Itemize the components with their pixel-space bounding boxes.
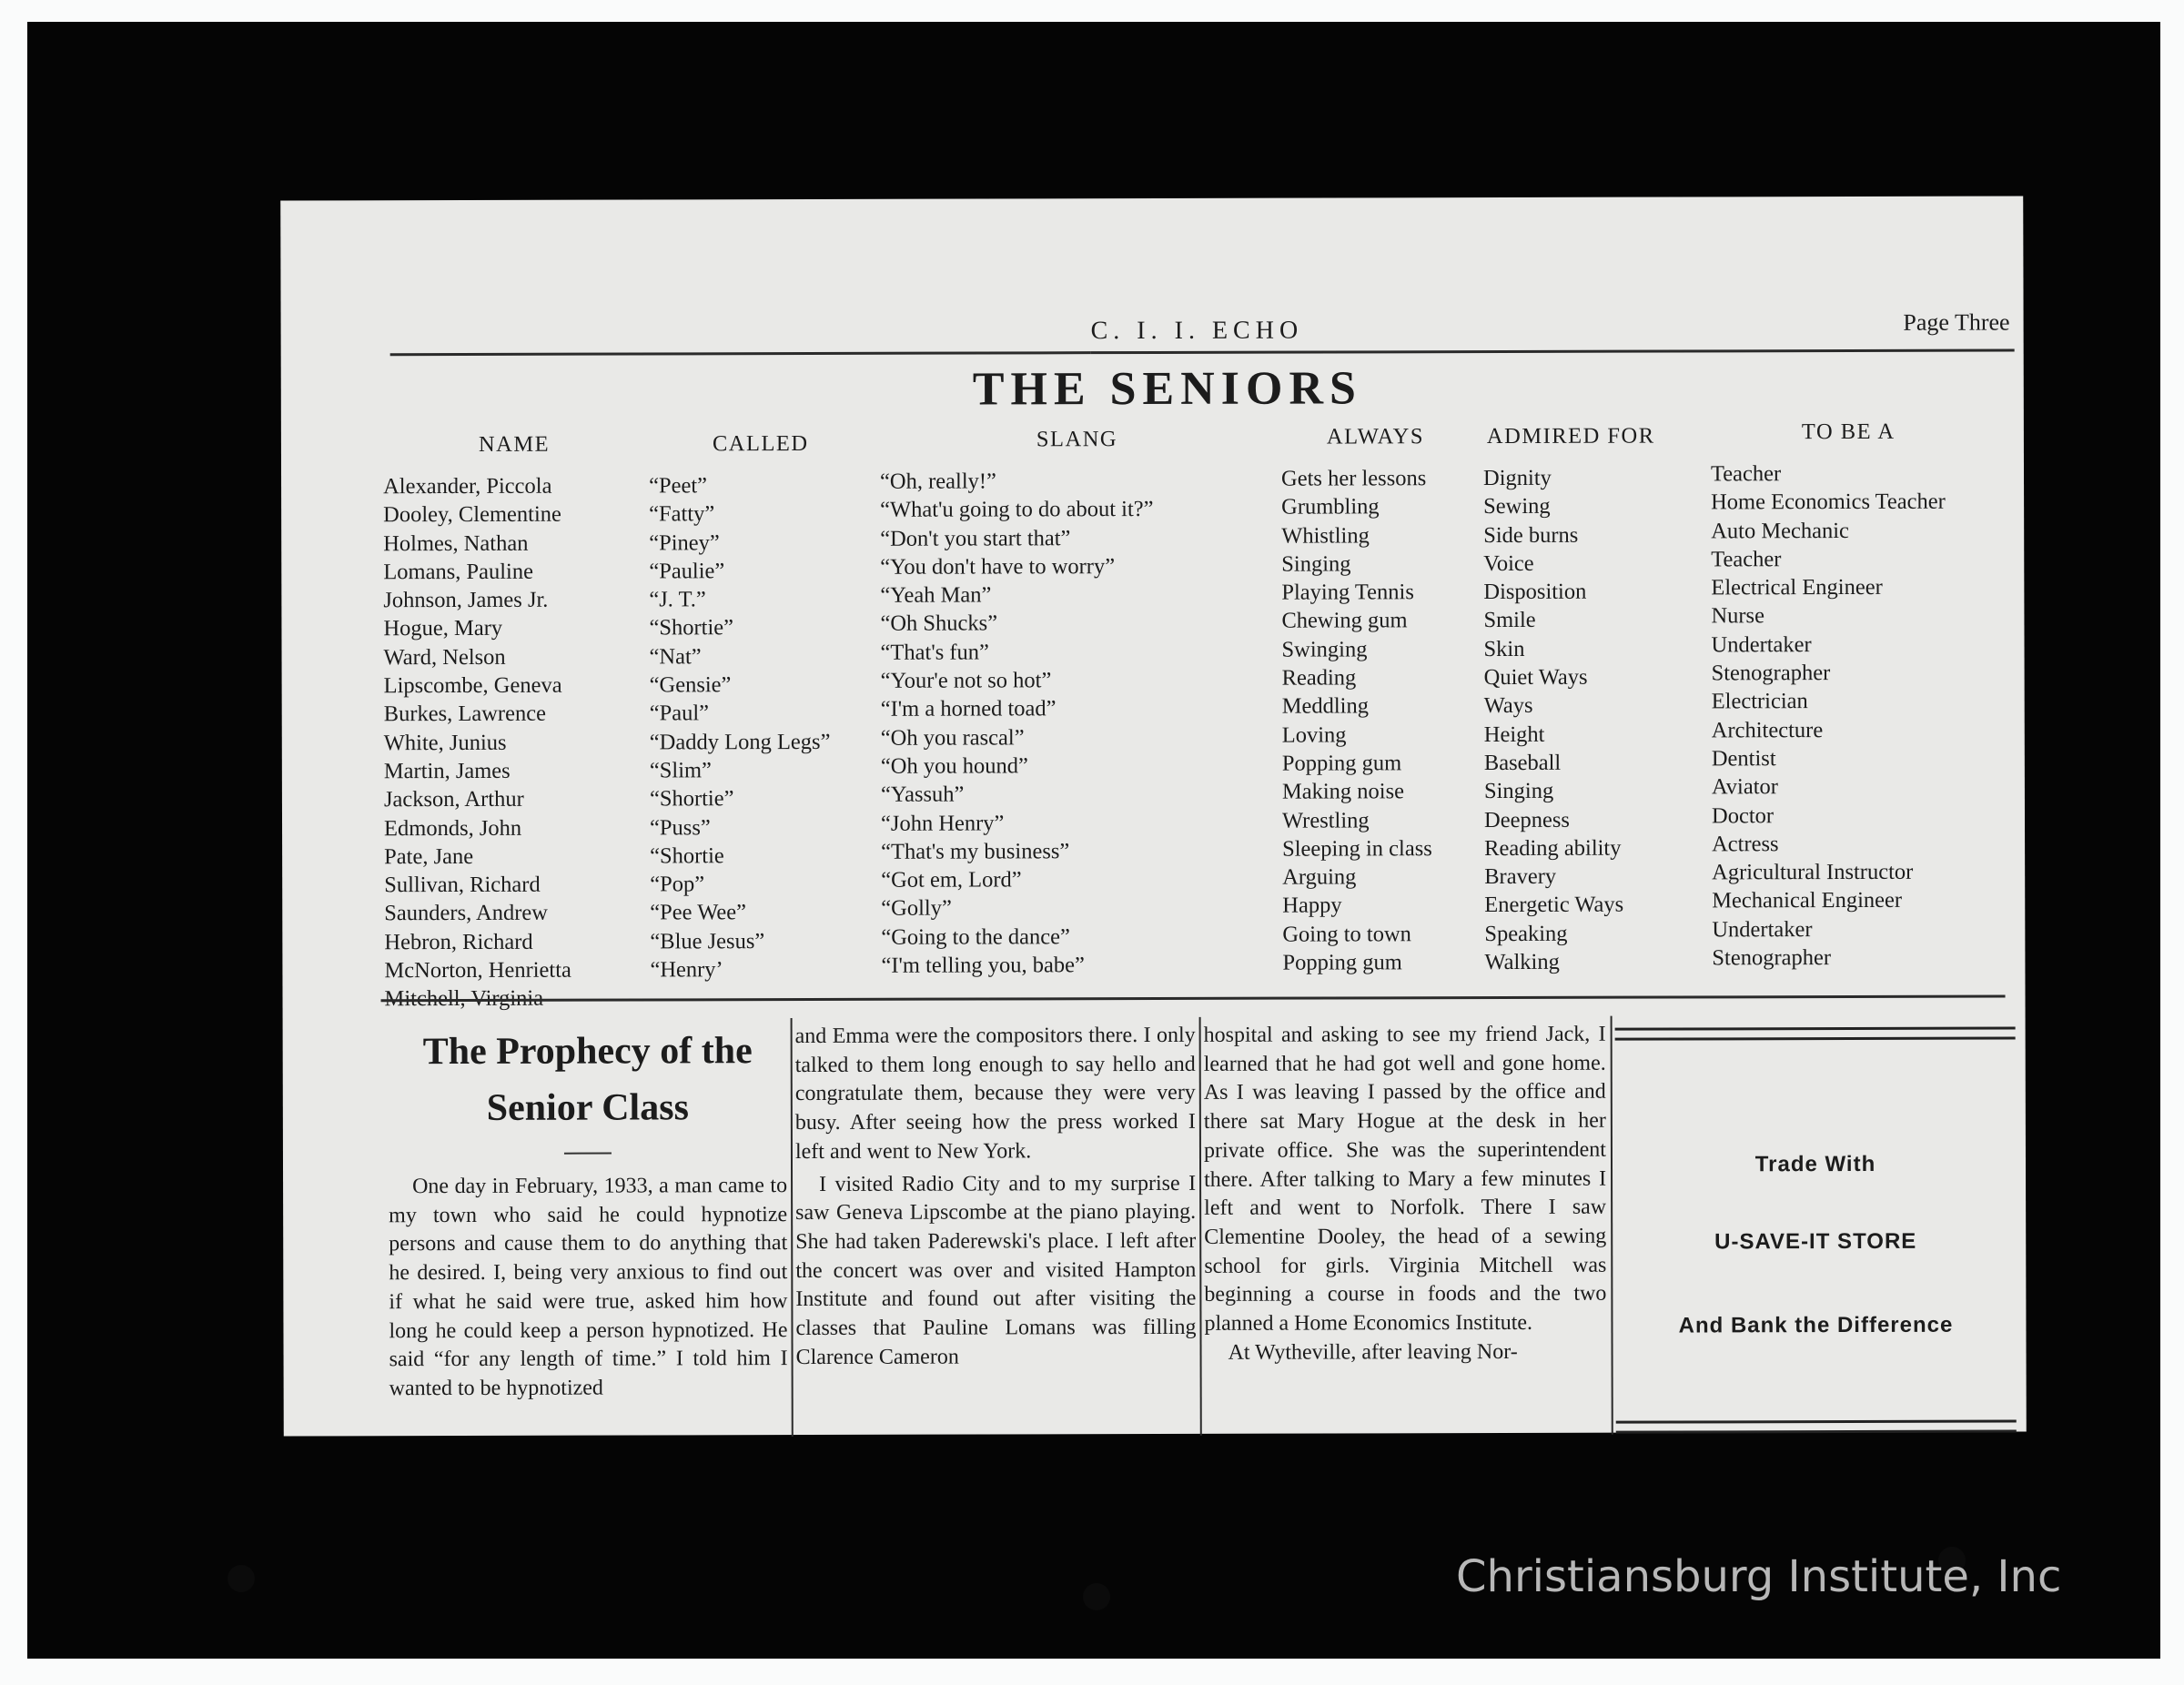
table-cell: Energetic Ways	[1484, 893, 1624, 918]
column-header: NAME	[478, 431, 551, 457]
table-cell: Walking	[1484, 949, 1560, 975]
table-cell: Saunders, Andrew	[384, 901, 548, 926]
table-cell: “Don't you start that”	[880, 525, 1071, 551]
table-cell: Stenographer	[1711, 661, 1831, 686]
table-cell: Stenographer	[1712, 945, 1832, 971]
table-cell: Voice	[1483, 550, 1534, 576]
table-cell: Sewing	[1483, 494, 1551, 520]
ad-store-name: U-SAVE-IT STORE	[1714, 1228, 1917, 1255]
table-cell: Meddling	[1281, 693, 1370, 720]
table-cell: White, Junius	[383, 730, 507, 755]
column-called	[649, 431, 831, 984]
table-cell: “Pee Wee”	[650, 900, 747, 925]
store-advertisement	[1615, 1020, 2017, 1439]
table-cell: Singing	[1281, 551, 1351, 577]
table-cell: Making noise	[1281, 779, 1405, 804]
table-cell: Baseball	[1483, 750, 1562, 776]
table-cell: “Henry’	[650, 957, 723, 983]
table-cell: Singing	[1483, 779, 1554, 804]
table-cell: Loving	[1281, 722, 1347, 748]
table-cell: “J. T.”	[649, 587, 706, 612]
table-cell: Martin, James	[383, 758, 511, 784]
ad-rule-top	[1615, 1027, 2016, 1041]
table-cell: “Gensie”	[649, 672, 732, 698]
table-cell: Dignity	[1482, 465, 1552, 491]
table-cell: Electrician	[1711, 689, 1808, 714]
article-paragraph: and Emma were the compositors there. I only talked to them long enough to say hello and congratulate them, because they were very busy. After seeing how the press worked I left and went to New York.	[794, 1023, 1196, 1164]
table-cell: Sullivan, Richard	[384, 872, 541, 898]
section-rule	[381, 995, 2006, 1003]
binder-hole	[228, 1565, 255, 1592]
table-cell: Johnson, James Jr.	[383, 587, 549, 613]
table-cell: “Going to the dance”	[881, 923, 1070, 950]
table-cell: Teacher	[1711, 547, 1782, 572]
column-header: ADMIRED FOR	[1486, 423, 1655, 449]
table-cell: Deepness	[1483, 807, 1570, 832]
table-cell: Height	[1483, 721, 1545, 747]
table-cell: “Paul”	[649, 701, 710, 726]
table-cell: Holmes, Nathan	[383, 530, 529, 556]
column-header: CALLED	[712, 430, 809, 457]
table-cell: Edmonds, John	[383, 815, 522, 841]
table-cell: “Oh, really!”	[880, 469, 996, 494]
column-header: ALWAYS	[1326, 424, 1424, 449]
masthead-rule	[1091, 349, 2015, 355]
column-to-be-a	[1710, 419, 1946, 973]
table-cell: Pate, Jane	[384, 843, 474, 870]
ad-rule-bottom	[1616, 1420, 2017, 1434]
table-cell: “John Henry”	[880, 810, 1005, 836]
table-cell: Playing Tennis	[1281, 580, 1414, 605]
table-cell: Popping gum	[1282, 950, 1402, 975]
seniors-table	[383, 419, 2021, 1012]
table-cell: Dentist	[1711, 746, 1776, 772]
table-cell: Bravery	[1484, 863, 1557, 890]
table-cell: Happy	[1282, 893, 1342, 919]
table-cell: Quiet Ways	[1483, 664, 1588, 691]
table-cell: “That's my business”	[881, 839, 1070, 864]
column-separator	[791, 1018, 794, 1437]
table-cell: “Paulie”	[649, 559, 725, 584]
table-cell: Lomans, Pauline	[383, 559, 534, 585]
table-cell: Mechanical Engineer	[1712, 888, 1903, 913]
page-number: Page Three	[1903, 308, 2010, 336]
column-slang	[880, 427, 1155, 980]
column-name	[383, 432, 571, 1014]
table-cell: Whistling	[1281, 522, 1370, 549]
table-cell: “I'm a horned toad”	[880, 696, 1057, 722]
table-cell: “Daddy Long Legs”	[649, 729, 831, 755]
table-cell: “You don't have to worry”	[880, 554, 1116, 580]
table-cell: “Shortie”	[649, 786, 734, 812]
table-cell: “Shortie	[650, 843, 724, 869]
table-cell: Alexander, Piccola	[383, 473, 552, 499]
column-separator	[1199, 1017, 1202, 1436]
table-cell: Hogue, Mary	[383, 616, 503, 641]
prophecy-column-2	[795, 1022, 1197, 1373]
seniors-headline: THE SENIORS	[972, 362, 1362, 416]
article-paragraph: At Wytheville, after leaving Nor-	[1228, 1339, 1518, 1365]
table-cell: Actress	[1712, 832, 1779, 857]
table-cell: Chewing gum	[1281, 608, 1408, 634]
table-cell: Nurse	[1711, 603, 1764, 629]
table-cell: Grumbling	[1281, 494, 1380, 520]
prophecy-column-1	[389, 1023, 788, 1404]
table-cell: Undertaker	[1712, 916, 1813, 943]
newspaper-page	[280, 196, 2027, 1436]
table-cell: Auto Mechanic	[1711, 518, 1849, 543]
masthead	[390, 308, 2015, 356]
article-paragraph: One day in February, 1933, a man came to my town who said he could hypnotize persons and cause them to do anything that he desired. I, being very anxious to find out if what he said were true, asked him how long he could keep a person hypnotized. He said “for any length of time.” I told him I wanted to be hypnotized	[389, 1174, 788, 1401]
prophecy-column-3	[1204, 1021, 1607, 1368]
table-cell: “Fatty”	[649, 501, 715, 527]
table-cell: Hebron, Richard	[384, 929, 533, 954]
title-dash	[564, 1153, 612, 1155]
table-cell: Reading ability	[1484, 835, 1622, 861]
table-cell: Popping gum	[1281, 751, 1402, 776]
table-cell: Jackson, Arthur	[383, 787, 524, 812]
table-cell: “Your'e not so hot”	[880, 668, 1052, 693]
table-cell: “I'm telling you, babe”	[881, 953, 1085, 978]
masthead-rule	[390, 351, 1091, 356]
table-cell: Lipscombe, Geneva	[383, 672, 562, 699]
table-cell: “Peet”	[649, 473, 708, 499]
table-cell: Reading	[1281, 665, 1357, 691]
table-cell: Disposition	[1483, 579, 1587, 605]
table-cell: “Slim”	[649, 758, 712, 783]
table-cell: Doctor	[1711, 802, 1774, 828]
table-cell: Speaking	[1484, 921, 1568, 946]
column-admired-for	[1482, 423, 1656, 977]
column-header: SLANG	[1036, 427, 1118, 452]
table-cell: “Oh you rascal”	[880, 725, 1025, 751]
table-cell: McNorton, Henrietta	[384, 957, 571, 984]
table-cell: “Golly”	[881, 896, 952, 922]
table-cell: Going to town	[1282, 922, 1411, 947]
table-cell: Gets her lessons	[1280, 466, 1427, 491]
ad-line: Trade With	[1754, 1151, 1876, 1177]
table-cell: “Pop”	[650, 872, 705, 897]
table-cell: Ward, Nelson	[383, 644, 506, 670]
table-cell: “Oh you hound”	[880, 753, 1028, 779]
table-cell: Home Economics Teacher	[1711, 489, 1946, 515]
table-cell: Wrestling	[1281, 807, 1370, 833]
table-cell: Aviator	[1711, 774, 1778, 800]
table-cell: “Oh Shucks”	[880, 610, 998, 637]
table-cell: “Yassuh”	[880, 782, 965, 808]
article-paragraph: hospital and asking to see my friend Jack, I learned that he had got well and gone home. As I was leaving I passed by the office and there sat Mary Hogue at the desk in her private office. She was the superintendent there. After talking to Mary a few minutes I left and went to Norfolk. There I saw Clementine Dooley, the head of a sewing school for girls. Virginia Mitchell was beginning a course in foods and the two planned a Home Economics Institute.	[1203, 1022, 1607, 1336]
table-cell: “Blue Jesus”	[650, 928, 765, 954]
prophecy-title: The Prophecy of the Senior Class	[422, 1030, 753, 1129]
table-cell: “Puss”	[649, 814, 711, 841]
table-cell: Burkes, Lawrence	[383, 701, 546, 727]
table-cell: “Got em, Lord”	[881, 867, 1022, 893]
table-cell: “Shortie”	[649, 615, 734, 641]
table-cell: “Piney”	[649, 530, 720, 556]
table-cell: Ways	[1483, 693, 1533, 719]
table-cell: Undertaker	[1711, 631, 1812, 658]
table-cell: Swinging	[1281, 637, 1368, 662]
table-cell: Smile	[1483, 608, 1536, 633]
table-cell: “What'u going to do about it?”	[880, 497, 1154, 523]
newspaper-title: C. I. I. ECHO	[1090, 316, 1304, 346]
watermark: Christiansburg Institute, Inc	[1456, 1551, 2062, 1602]
table-cell: Architecture	[1711, 717, 1824, 743]
article-paragraph: I visited Radio City and to my surprise I saw Geneva Lipscombe at the piano playing. She had taken Paderewski's place. I left after the concert was over and visited Hampton Institute and found out after visiting the classes that Pauline Lomans was filling Clarence Cameron	[795, 1171, 1197, 1369]
table-cell: “That's fun”	[880, 640, 989, 665]
table-cell: Skin	[1483, 636, 1525, 661]
column-always	[1280, 424, 1432, 977]
table-cell: Dooley, Clementine	[383, 501, 561, 528]
table-cell: “Nat”	[649, 644, 702, 670]
ad-line: And Bank the Difference	[1678, 1312, 1954, 1338]
table-cell: Sleeping in class	[1282, 836, 1432, 862]
table-cell: Side burns	[1483, 522, 1579, 548]
column-separator	[1611, 1016, 1613, 1435]
table-cell: “Yeah Man”	[880, 582, 992, 608]
table-cell: Mitchell, Virginia	[384, 986, 544, 1012]
table-cell: Electrical Engineer	[1711, 575, 1883, 600]
table-cell: Teacher	[1710, 461, 1782, 487]
table-cell: Arguing	[1282, 864, 1357, 890]
binder-hole	[1083, 1583, 1110, 1610]
column-header: TO BE A	[1801, 419, 1896, 445]
table-cell: Agricultural Instructor	[1712, 859, 1914, 885]
